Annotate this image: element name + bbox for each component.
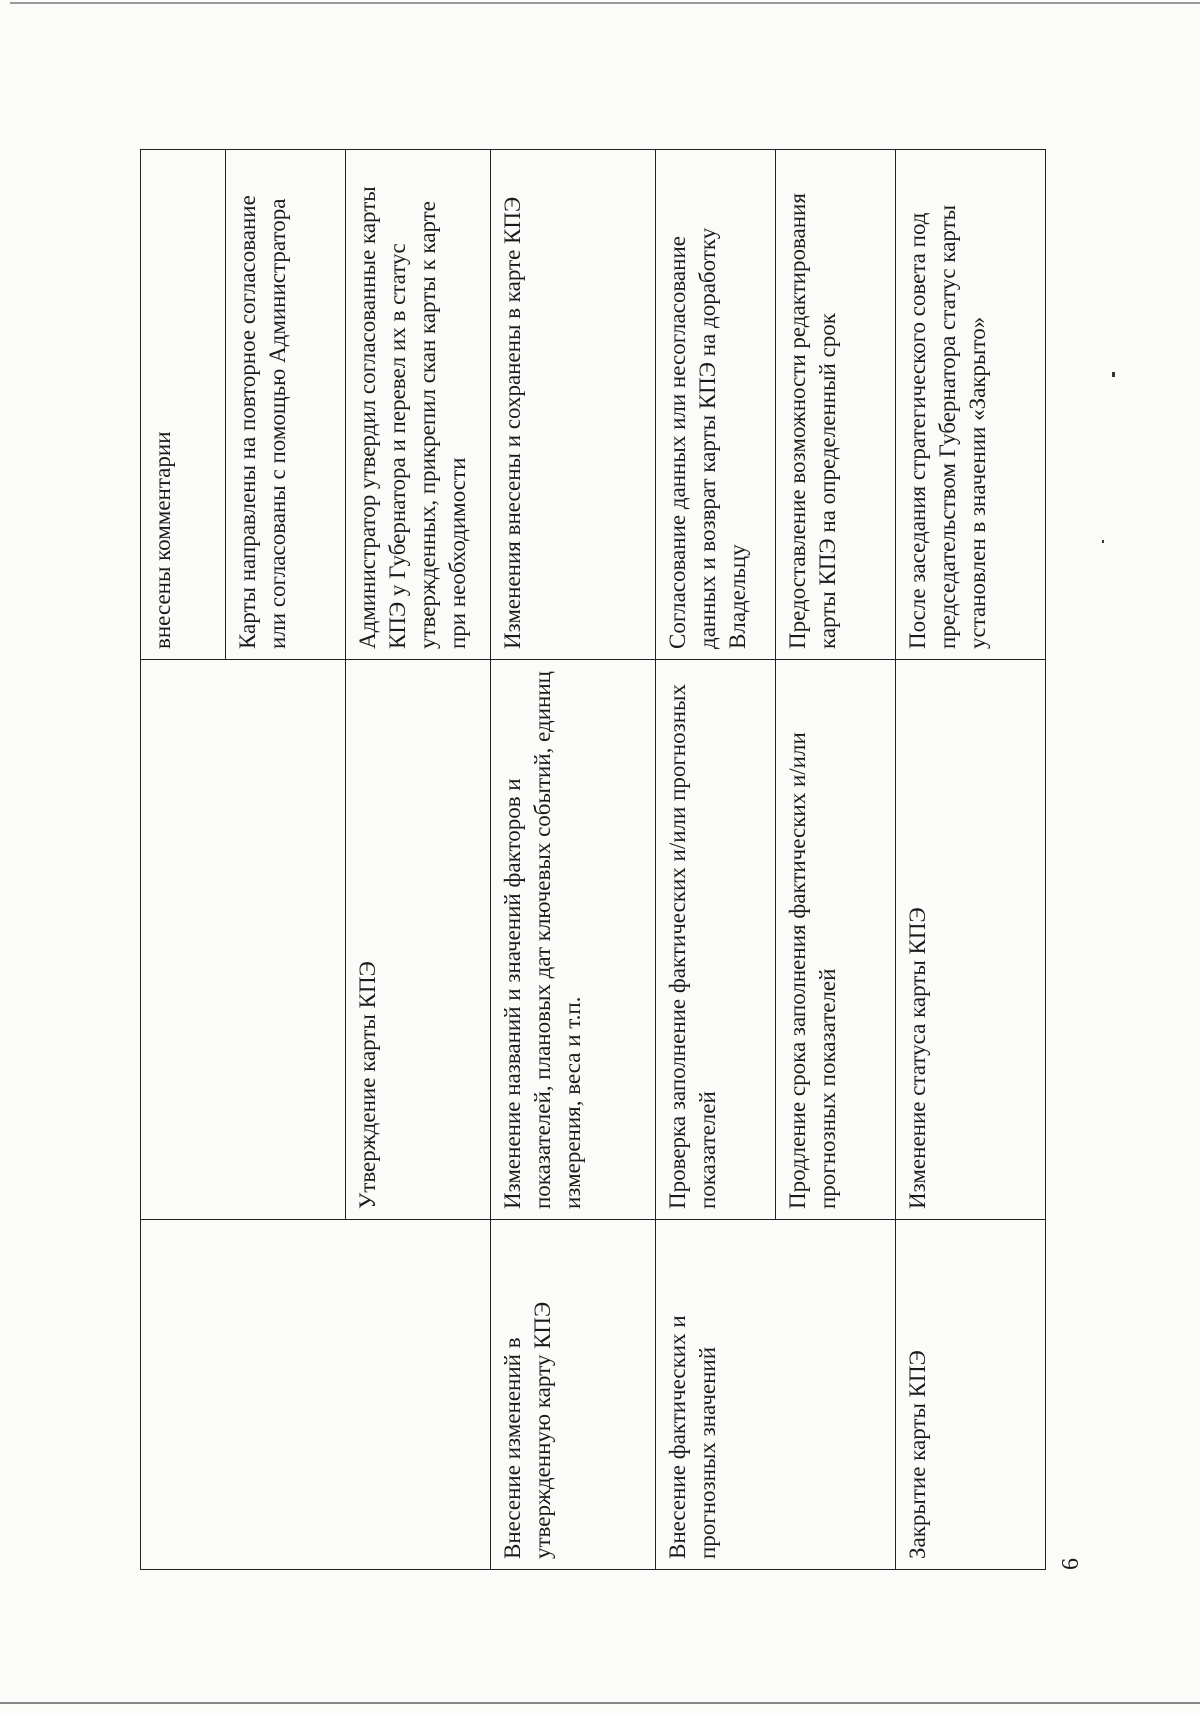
result-cell: Предоставление возможности редактирования карты КПЭ на определенный срок <box>776 150 896 660</box>
action-cell: Продление срока заполнения фактических и/или прогнозных показателей <box>776 660 896 1220</box>
action-cell: Утверждение карты КПЭ <box>346 660 491 1220</box>
table-row <box>896 150 1046 1570</box>
table-row <box>141 150 226 1570</box>
scan-speck <box>1102 540 1104 543</box>
stage-cell: Внесение фактических и прогнозных значений <box>656 1220 896 1570</box>
rotated-page <box>140 150 1084 1570</box>
result-cell: Администратор утвердил согласованные карты КПЭ у Губернатора и перевел их в статус утвержденных, прикрепил скан карты к карте при необходимости <box>346 150 491 660</box>
page-number: 6 <box>1058 1558 1084 1570</box>
process-table <box>140 149 1046 1570</box>
table-row <box>491 150 656 1570</box>
action-cell <box>141 660 346 1220</box>
stage-cell <box>141 1220 491 1570</box>
table-row <box>656 150 776 1570</box>
action-cell: Изменение названий и значений факторов и показателей, плановых дат ключевых событий, единиц измерения, веса и т.п. <box>491 660 656 1220</box>
result-cell: После заседания стратегического совета под председательством Губернатора статус карты установлен в значении «Закрыто» <box>896 150 1046 660</box>
scan-speck <box>1112 372 1115 377</box>
scan-top-edge <box>10 2 1200 4</box>
action-cell: Проверка заполнение фактических и/или прогнозных показателей <box>656 660 776 1220</box>
result-cell: Изменения внесены и сохранены в карте КПЭ <box>491 150 656 660</box>
stage-cell: Внесение изменений в утвержденную карту КПЭ <box>491 1220 656 1570</box>
result-cell: Согласование данных или несогласование данных и возврат карты КПЭ на доработку Владельцу <box>656 150 776 660</box>
stage-cell: Закрытие карты КПЭ <box>896 1220 1046 1570</box>
scan-bottom-edge <box>0 1702 1200 1704</box>
action-cell: Изменение статуса карты КПЭ <box>896 660 1046 1220</box>
result-cell: внесены комментарии <box>141 150 226 660</box>
result-cell: Карты направлены на повторное согласование или согласованы с помощью Администратора <box>226 150 346 660</box>
